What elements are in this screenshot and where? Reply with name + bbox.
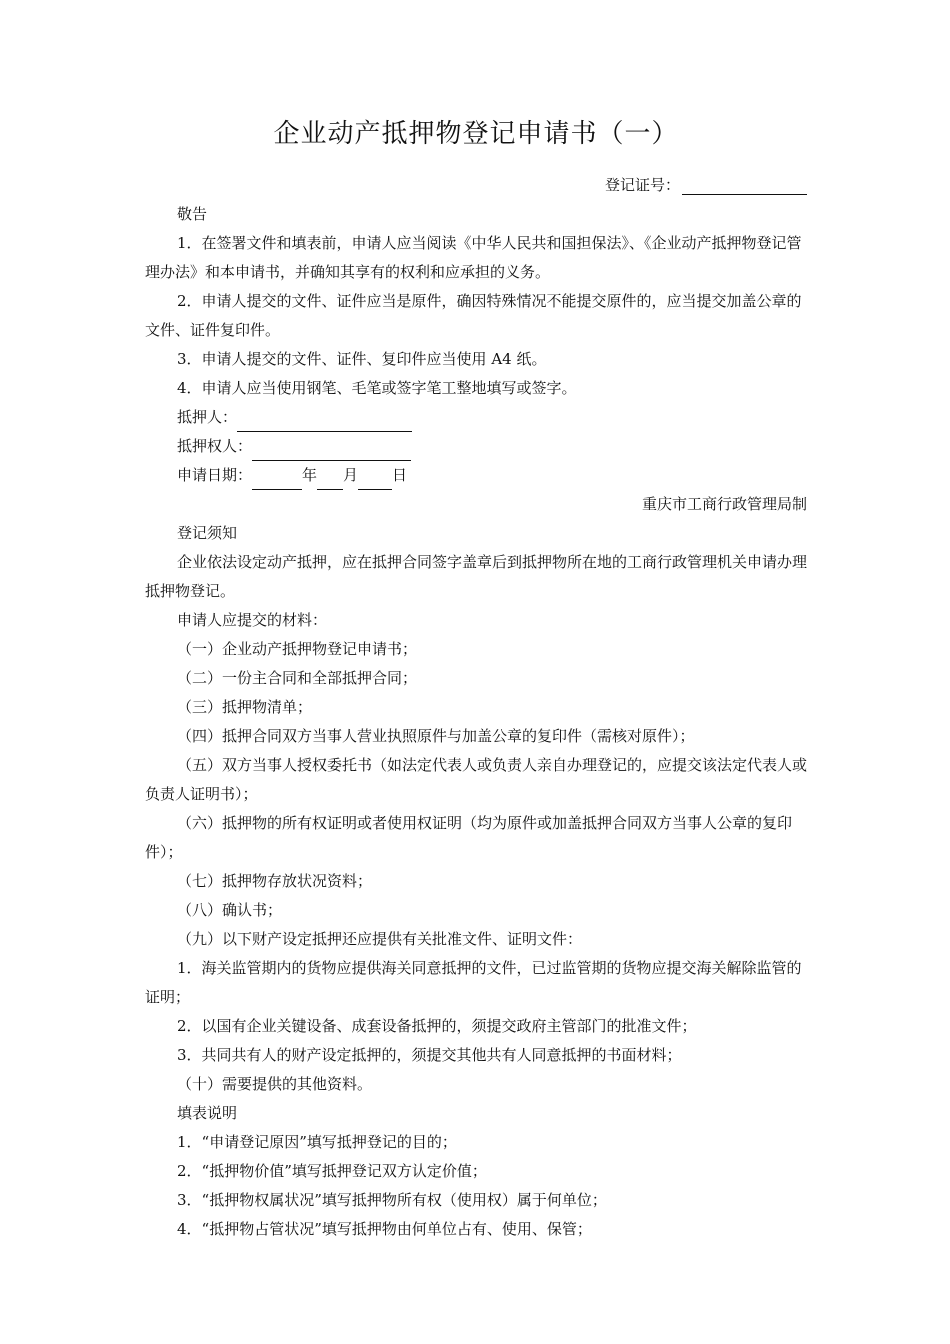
registration-heading: 登记须知 [177, 524, 238, 542]
notice-item: 2．申请人提交的文件、证件应当是原件，确因特殊情况不能提交原件的，应当提交加盖公章的文件、证件复印件。 [145, 292, 802, 339]
month-blank[interactable] [317, 472, 343, 490]
day-label: 日 [392, 466, 408, 484]
material-item: （六）抵押物的所有权证明或者使用权证明（均为原件或加盖抵押合同双方当事人公章的复印件）； [145, 814, 793, 861]
material-item: （一）企业动产抵押物登记申请书； [177, 640, 418, 658]
document-body [145, 200, 807, 1244]
document-title: 企业动产抵押物登记申请书（一） [273, 119, 679, 149]
notice-item: 3．申请人提交的文件、证件、复印件应当使用 A4 纸。 [177, 350, 547, 368]
approval-sub-item: 2．以国有企业关键设备、成套设备抵押的，须提交政府主管部门的批准文件； [177, 1017, 697, 1035]
issuer-line: 重庆市工商行政管理局制 [641, 495, 807, 513]
fill-instruction-item: 3．“抵押物权属状况”填写抵押物所有权（使用权）属于何单位； [177, 1191, 607, 1209]
notice-item: 1．在签署文件和填表前，申请人应当阅读《中华人民共和国担保法》、《企业动产抵押物登记管理办法》和本申请书，并确知其享有的权利和应承担的义务。 [145, 234, 802, 281]
month-label: 月 [343, 466, 359, 484]
mortgagor-blank[interactable] [237, 414, 412, 432]
day-blank[interactable] [358, 472, 392, 490]
fill-instruction-item: 1．“申请登记原因”填写抵押登记的目的； [177, 1133, 457, 1151]
material-item: （九）以下财产设定抵押还应提供有关批准文件、证明文件： [177, 930, 583, 948]
application-date-label: 申请日期： [177, 466, 253, 484]
material-item: （十）需要提供的其他资料。 [177, 1075, 373, 1093]
material-item: （三）抵押物清单； [177, 698, 313, 716]
registration-intro: 企业依法设定动产抵押，应在抵押合同签字盖章后到抵押物所在地的工商行政管理机关申请办理抵押物登记。 [145, 553, 808, 600]
notice-item: 4．申请人应当使用钢笔、毛笔或签字笔工整地填写或签字。 [177, 379, 577, 397]
mortgagor-label: 抵押人： [177, 408, 238, 426]
material-item: （五）双方当事人授权委托书（如法定代表人或负责人亲自办理登记的，应提交该法定代表人或负责人证明书）； [145, 756, 808, 803]
registration-number-label: 登记证号： [604, 176, 680, 194]
notice-heading: 敬告 [177, 205, 208, 223]
fill-instruction-item: 4．“抵押物占管状况”填写抵押物由何单位占有、使用、保管； [177, 1220, 592, 1238]
material-item: （四）抵押合同双方当事人营业执照原件与加盖公章的复印件（需核对原件）； [177, 727, 695, 745]
material-item: （二）一份主合同和全部抵押合同； [177, 669, 418, 687]
mortgagee-blank[interactable] [252, 443, 411, 461]
mortgagee-field [145, 432, 807, 461]
year-blank[interactable] [252, 472, 302, 490]
mortgagor-field [145, 403, 807, 432]
material-item: （八）确认书； [177, 901, 283, 919]
mortgagee-label: 抵押权人： [177, 437, 253, 455]
fill-instruction-item: 2．“抵押物价值”填写抵押登记双方认定价值； [177, 1162, 487, 1180]
registration-number-blank[interactable] [682, 178, 807, 195]
fill-instructions-heading: 填表说明 [177, 1104, 238, 1122]
application-date-field [145, 461, 807, 490]
approval-sub-item: 3．共同共有人的财产设定抵押的，须提交其他共有人同意抵押的书面材料； [177, 1046, 682, 1064]
materials-heading: 申请人应提交的材料： [177, 611, 328, 629]
year-label: 年 [302, 466, 318, 484]
material-item: （七）抵押物存放状况资料； [177, 872, 373, 890]
registration-number-field [605, 174, 807, 195]
approval-sub-item: 1．海关监管期内的货物应提供海关同意抵押的文件，已过监管期的货物应提交海关解除监管的证明； [145, 959, 802, 1006]
